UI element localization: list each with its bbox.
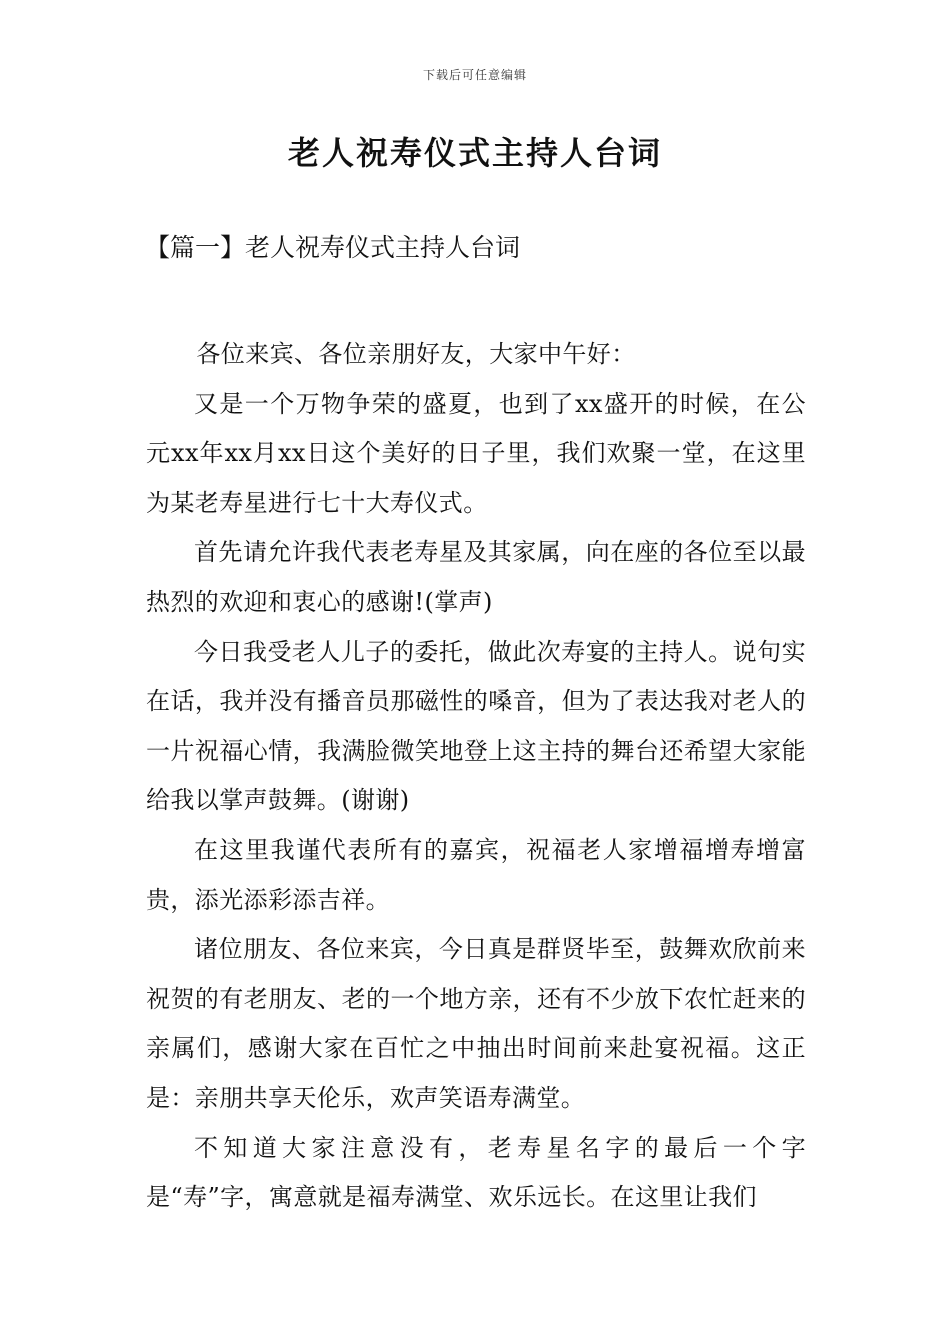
header-note: 下载后可任意编辑	[422, 68, 527, 82]
paragraph: 今日我受老人儿子的委托，做此次寿宴的主持人。说句实在话，我并没有播音员那磁性的嗓音，但为了表达我对老人的一片祝福心情，我满脸微笑地登上这主持的舞台还希望大家能给我以掌声鼓舞。(谢谢)	[146, 637, 806, 815]
paragraph: 诸位朋友、各位来宾，今日真是群贤毕至，鼓舞欢欣前来祝贺的有老朋友、老的一个地方亲，还有不少放下农忙赶来的亲属们，感谢大家在百忙之中抽出时间前来赴宴祝福。这正是：亲朋共享天伦乐，欢声笑语寿满堂。	[146, 935, 806, 1112]
paragraph: 首先请允许我代表老寿星及其家属，向在座的各位至以最热烈的欢迎和衷心的感谢!(掌声)	[146, 538, 806, 616]
section-heading: 【篇一】老人祝寿仪式主持人台词	[145, 233, 521, 262]
body-text	[146, 330, 806, 1223]
paragraph: 又是一个万物争荣的盛夏，也到了xx盛开的时候，在公元xx年xx月xx日这个美好的日子里，我们欢聚一堂，在这里为某老寿星进行七十大寿仪式。	[146, 389, 806, 517]
document-title: 老人祝寿仪式主持人台词	[287, 134, 662, 172]
paragraph: 不知道大家注意没有，老寿星名字的最后一个字是“寿”字，寓意就是福寿满堂、欢乐远长。在这里让我们	[146, 1133, 806, 1212]
paragraph: 在这里我谨代表所有的嘉宾，祝福老人家增福增寿增富贵，添光添彩添吉祥。	[146, 835, 806, 914]
paragraph-salutation: 各位来宾、各位亲朋好友，大家中午好：	[196, 340, 636, 368]
